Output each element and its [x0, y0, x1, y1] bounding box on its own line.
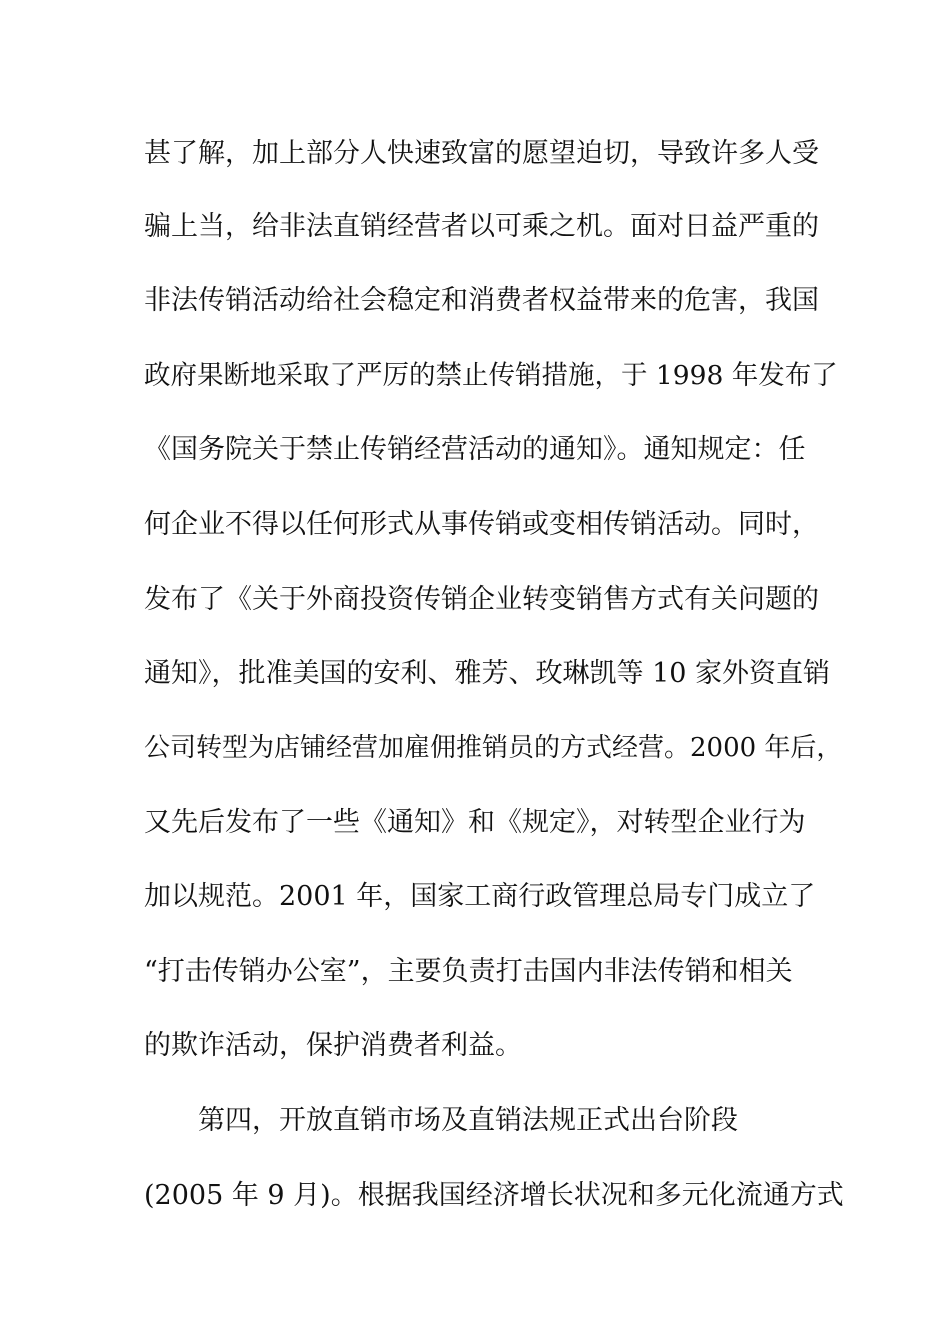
text-line: 骗上当，给非法直销经营者以可乘之机。面对日益严重的 — [144, 211, 819, 242]
text-line: 加以规范。2001 年，国家工商行政管理总局专门成立了 — [144, 881, 816, 912]
text-line: 政府果断地采取了严厉的禁止传销措施，于 1998 年发布了 — [144, 360, 838, 391]
section-heading-line: 第四，开放直销市场及直销法规正式出台阶段 — [144, 1105, 738, 1136]
text-line: 的欺诈活动，保护消费者利益。 — [144, 1030, 522, 1061]
text-line: 非法传销活动给社会稳定和消费者权益带来的危害，我国 — [144, 285, 819, 316]
text-line: “打击传销办公室”，主要负责打击国内非法传销和相关 — [144, 956, 793, 987]
text-line: 发布了《关于外商投资传销企业转变销售方式有关问题的 — [144, 584, 819, 615]
text-line: 《国务院关于禁止传销经营活动的通知》。通知规定：任 — [144, 434, 806, 465]
text-line: 通知》，批准美国的安利、雅芳、玫琳凯等 10 家外资直销 — [144, 658, 831, 689]
text-line: 又先后发布了一些《通知》和《规定》，对转型企业行为 — [144, 807, 806, 838]
text-line: (2005 年 9 月)。根据我国经济增长状况和多元化流通方式 — [144, 1180, 844, 1211]
text-line: 何企业不得以任何形式从事传销或变相传销活动。同时， — [144, 509, 819, 540]
text-line: 公司转型为店铺经营加雇佣推销员的方式经营。2000 年后， — [144, 733, 843, 763]
text-line: 甚了解，加上部分人快速致富的愿望迫切，导致许多人受 — [144, 138, 819, 169]
